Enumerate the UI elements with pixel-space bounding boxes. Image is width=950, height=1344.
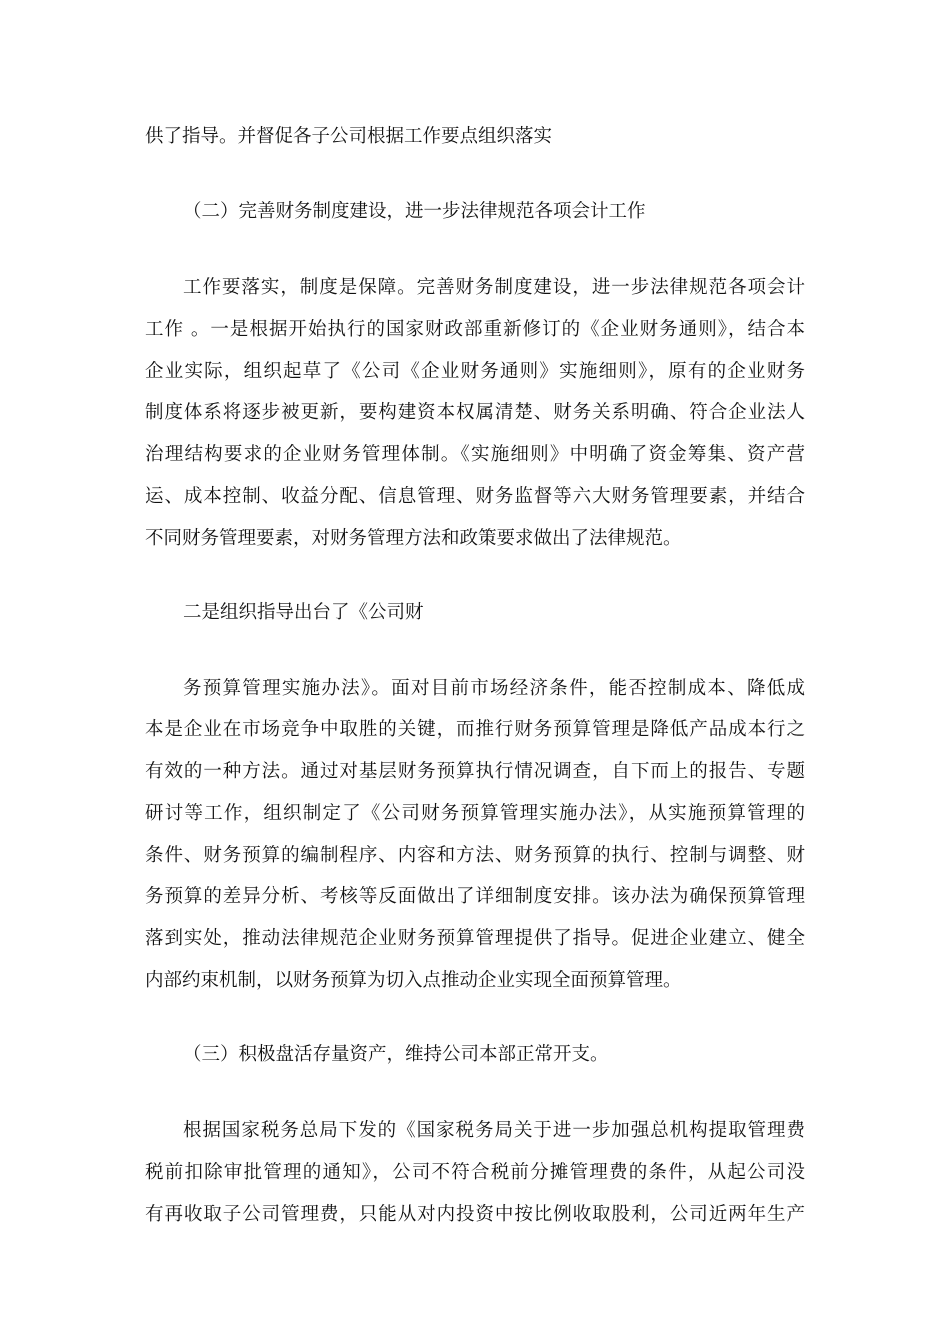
- text-line-1: 供了指导。并督促各子公司根据工作要点组织落实: [145, 126, 553, 147]
- text-line-11: 务预算管理实施办法》。面对目前市场经济条件，能否控制成本、降低成: [183, 678, 805, 699]
- text-line-22: 有再收取子公司管理费，只能从对内投资中按比例收取股利，公司近两年生产: [145, 1204, 805, 1225]
- text-line-6: 制度体系将逐步被更新，要构建资本权属清楚、财务关系明确、符合企业法人: [145, 402, 805, 423]
- text-line-14: 研讨等工作，组织制定了《公司财务预算管理实施办法》，从实施预算管理的: [145, 803, 805, 824]
- text-line-18: 内部约束机制，以财务预算为切入点推动企业实现全面预算管理。: [145, 970, 682, 991]
- text-line-21: 税前扣除审批管理的通知》，公司不符合税前分摊管理费的条件，从起公司没: [145, 1162, 805, 1183]
- text-line-3: 工作要落实，制度是保障。完善财务制度建设，进一步法律规范各项会计: [183, 277, 805, 298]
- text-line-15: 条件、财务预算的编制程序、内容和方法、财务预算的执行、控制与调整、财: [145, 845, 805, 866]
- text-line-9: 不同财务管理要素，对财务管理方法和政策要求做出了法律规范。: [145, 528, 682, 549]
- text-line-10: 二是组织指导出台了《公司财: [183, 602, 424, 623]
- text-line-20: 根据国家税务总局下发的《国家税务局关于进一步加强总机构提取管理费: [183, 1120, 805, 1141]
- text-line-17: 落到实处，推动法律规范企业财务预算管理提供了指导。促进企业建立、健全: [145, 928, 805, 949]
- text-line-12: 本是企业在市场竞争中取胜的关键，而推行财务预算管理是降低产品成本行之: [145, 719, 805, 740]
- text-line-13: 有效的一种方法。通过对基层财务预算执行情况调查，自下而上的报告、专题: [145, 761, 805, 782]
- text-line-5: 企业实际，组织起草了《公司《企业财务通则》实施细则》，原有的企业财务: [145, 361, 805, 382]
- section-heading-2: （二）完善财务制度建设，进一步法律规范各项会计工作: [183, 201, 646, 222]
- text-line-7: 治理结构要求的企业财务管理体制。《实施细则》中明确了资金筹集、资产营: [145, 444, 805, 465]
- text-line-4: 工作 。一是根据开始执行的国家财政部重新修订的《企业财务通则》，结合本: [145, 319, 805, 340]
- section-heading-3: （三）积极盘活存量资产，维持公司本部正常开支。: [183, 1044, 609, 1065]
- text-line-16: 务预算的差异分析、考核等反面做出了详细制度安排。该办法为确保预算管理: [145, 886, 805, 907]
- text-line-8: 运、成本控制、收益分配、信息管理、财务监督等六大财务管理要素，并结合: [145, 486, 805, 507]
